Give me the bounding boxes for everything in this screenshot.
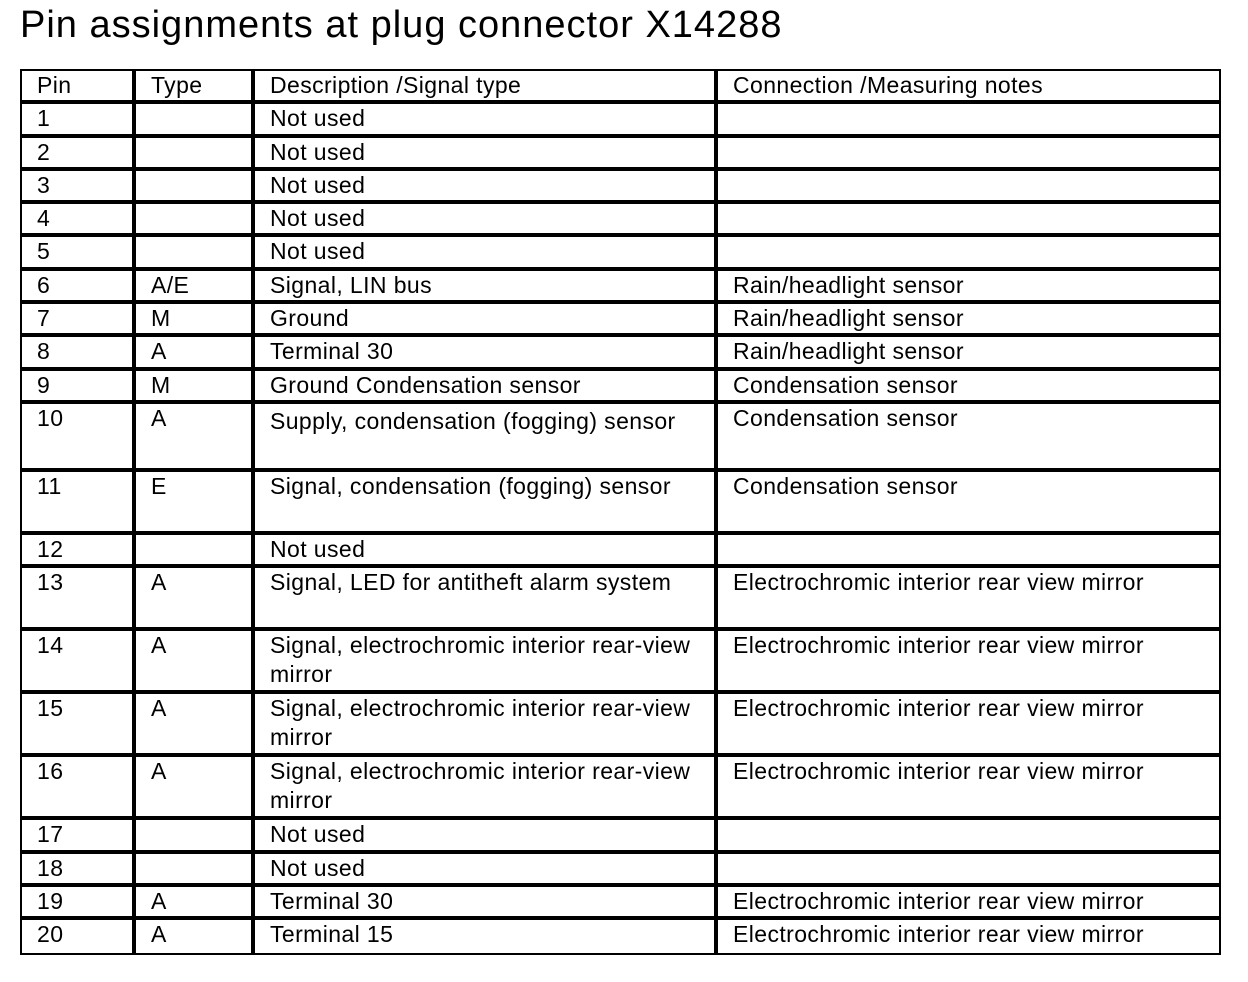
description-cell-text: Signal, LIN bus (270, 271, 432, 298)
pin-cell-text: 9 (37, 371, 51, 398)
table-row (22, 568, 1219, 631)
description-cell-text: Signal, LED for antitheft alarm system (270, 569, 672, 596)
description-cell-text: Not used (270, 535, 366, 562)
notes-cell-text: Condensation sensor (733, 472, 958, 499)
header-pin: Pin (22, 71, 136, 104)
description-cell (255, 138, 718, 171)
description-cell-text: Signal, electrochromic interior rear-view mirror (270, 695, 691, 751)
description-cell-text: Terminal 30 (270, 338, 394, 365)
pin-cell-text: 10 (37, 404, 64, 431)
notes-cell-text: Condensation sensor (733, 404, 958, 431)
description-cell-text: Supply, condensation (fogging) sensor (270, 407, 676, 434)
description-cell-text: Signal, electrochromic interior rear-view mirror (270, 758, 691, 814)
notes-cell (718, 237, 1219, 270)
table-row (22, 404, 1219, 472)
type-cell (136, 472, 255, 535)
pin-cell-text: 3 (37, 171, 51, 198)
table-row (22, 237, 1219, 270)
type-cell (136, 304, 255, 337)
pin-cell (22, 694, 136, 757)
table-row (22, 472, 1219, 535)
pin-cell (22, 568, 136, 631)
notes-cell-text: Rain/headlight sensor (733, 305, 964, 332)
description-cell (255, 854, 718, 887)
table-row (22, 694, 1219, 757)
description-cell (255, 568, 718, 631)
pin-cell (22, 271, 136, 304)
description-cell-text: Not used (270, 105, 366, 132)
table-row (22, 854, 1219, 887)
notes-cell (718, 535, 1219, 568)
pin-cell-text: 7 (37, 305, 51, 332)
table-body (22, 104, 1219, 953)
notes-cell-text: Condensation sensor (733, 371, 958, 398)
description-cell-text: Not used (270, 138, 366, 165)
pin-cell (22, 887, 136, 920)
description-cell (255, 204, 718, 237)
description-cell (255, 631, 718, 694)
type-cell-text: A (151, 632, 167, 659)
table-row (22, 920, 1219, 953)
pin-cell (22, 304, 136, 337)
type-cell-text: M (151, 305, 171, 332)
pin-cell (22, 337, 136, 370)
notes-cell (718, 404, 1219, 472)
notes-cell (718, 204, 1219, 237)
header-notes: Connection /Measuring notes (718, 71, 1219, 104)
pin-cell-text: 15 (37, 695, 64, 722)
notes-cell (718, 694, 1219, 757)
notes-cell (718, 171, 1219, 204)
notes-cell (718, 104, 1219, 137)
pin-cell (22, 404, 136, 472)
type-cell (136, 138, 255, 171)
type-cell-text: E (151, 472, 167, 499)
pin-cell (22, 171, 136, 204)
pin-cell (22, 104, 136, 137)
notes-cell-text: Electrochromic interior rear view mirror (733, 921, 1144, 948)
type-cell (136, 337, 255, 370)
pin-cell (22, 472, 136, 535)
table-row (22, 138, 1219, 171)
notes-cell-text: Electrochromic interior rear view mirror (733, 569, 1144, 596)
pin-cell-text: 20 (37, 921, 64, 948)
description-cell (255, 104, 718, 137)
pin-cell (22, 237, 136, 270)
pin-cell-text: 1 (37, 105, 51, 132)
type-cell-text: A (151, 887, 167, 914)
table-row (22, 204, 1219, 237)
description-cell-text: Not used (270, 205, 366, 232)
header-description: Description /Signal type (255, 71, 718, 104)
description-cell-text: Terminal 15 (270, 921, 394, 948)
pin-cell (22, 204, 136, 237)
type-cell-text: A (151, 404, 167, 431)
pin-cell-text: 6 (37, 271, 51, 298)
type-cell-text: M (151, 371, 171, 398)
type-cell (136, 404, 255, 472)
description-cell (255, 757, 718, 820)
notes-cell-text: Rain/headlight sensor (733, 338, 964, 365)
notes-cell (718, 820, 1219, 853)
description-cell (255, 920, 718, 953)
pin-cell (22, 757, 136, 820)
pin-cell (22, 371, 136, 404)
pin-cell-text: 2 (37, 138, 51, 165)
notes-cell (718, 138, 1219, 171)
table-row (22, 631, 1219, 694)
type-cell (136, 271, 255, 304)
notes-cell-text: Electrochromic interior rear view mirror (733, 758, 1144, 785)
notes-cell-text: Electrochromic interior rear view mirror (733, 887, 1144, 914)
type-cell (136, 104, 255, 137)
description-cell (255, 271, 718, 304)
type-cell-text: A (151, 338, 167, 365)
type-cell-text: A (151, 758, 167, 785)
type-cell (136, 854, 255, 887)
table-row (22, 271, 1219, 304)
pin-cell-text: 13 (37, 569, 64, 596)
notes-cell (718, 920, 1219, 953)
type-cell (136, 920, 255, 953)
table-row (22, 820, 1219, 853)
pin-cell-text: 11 (37, 472, 62, 499)
notes-cell (718, 337, 1219, 370)
table-row (22, 371, 1219, 404)
description-cell (255, 694, 718, 757)
notes-cell (718, 631, 1219, 694)
pin-cell-text: 17 (37, 821, 64, 848)
description-cell-text: Ground (270, 305, 350, 332)
type-cell (136, 757, 255, 820)
type-cell (136, 535, 255, 568)
description-cell-text: Not used (270, 854, 366, 881)
pin-cell (22, 631, 136, 694)
notes-cell-text: Electrochromic interior rear view mirror (733, 695, 1144, 722)
pin-cell (22, 535, 136, 568)
description-cell-text: Terminal 30 (270, 887, 394, 914)
pin-cell-text: 16 (37, 758, 64, 785)
description-cell (255, 337, 718, 370)
table-row (22, 337, 1219, 370)
pin-cell (22, 854, 136, 887)
notes-cell (718, 757, 1219, 820)
notes-cell-text: Electrochromic interior rear view mirror (733, 632, 1144, 659)
header-type: Type (136, 71, 255, 104)
pin-cell-text: 8 (37, 338, 51, 365)
type-cell-text: A (151, 921, 167, 948)
type-cell (136, 171, 255, 204)
pin-cell (22, 138, 136, 171)
description-cell (255, 887, 718, 920)
description-cell (255, 472, 718, 535)
pin-cell-text: 18 (37, 854, 64, 881)
type-cell (136, 887, 255, 920)
description-cell (255, 171, 718, 204)
type-cell (136, 204, 255, 237)
type-cell (136, 631, 255, 694)
type-cell-text: A (151, 695, 167, 722)
pin-cell (22, 820, 136, 853)
description-cell-text: Not used (270, 821, 366, 848)
notes-cell (718, 854, 1219, 887)
notes-cell (718, 568, 1219, 631)
notes-cell (718, 887, 1219, 920)
type-cell (136, 820, 255, 853)
description-cell (255, 535, 718, 568)
type-cell (136, 694, 255, 757)
description-cell (255, 371, 718, 404)
pin-cell-text: 14 (37, 632, 64, 659)
type-cell-text: A (151, 569, 167, 596)
notes-cell (718, 304, 1219, 337)
notes-cell (718, 271, 1219, 304)
description-cell-text: Signal, electrochromic interior rear-view mirror (270, 632, 691, 688)
description-cell (255, 820, 718, 853)
pin-assignment-table (20, 69, 1221, 955)
notes-cell-text: Rain/headlight sensor (733, 271, 964, 298)
description-cell (255, 404, 718, 472)
description-cell-text: Not used (270, 171, 366, 198)
table-header-row (22, 71, 1219, 104)
pin-cell-text: 12 (37, 535, 64, 562)
pin-cell-text: 5 (37, 238, 51, 265)
type-cell (136, 371, 255, 404)
notes-cell (718, 472, 1219, 535)
type-cell-text: A/E (151, 271, 190, 298)
table-row (22, 104, 1219, 137)
description-cell-text: Not used (270, 238, 366, 265)
type-cell (136, 568, 255, 631)
description-cell (255, 304, 718, 337)
table-row (22, 535, 1219, 568)
table-row (22, 171, 1219, 204)
type-cell (136, 237, 255, 270)
pin-cell-text: 19 (37, 887, 64, 914)
pin-cell-text: 4 (37, 205, 51, 232)
table-row (22, 757, 1219, 820)
description-cell (255, 237, 718, 270)
pin-cell (22, 920, 136, 953)
table-row (22, 887, 1219, 920)
page-title: Pin assignments at plug connector X14288 (20, 4, 783, 46)
description-cell-text: Ground Condensation sensor (270, 371, 581, 398)
notes-cell (718, 371, 1219, 404)
description-cell-text: Signal, condensation (fogging) sensor (270, 472, 671, 499)
table-row (22, 304, 1219, 337)
